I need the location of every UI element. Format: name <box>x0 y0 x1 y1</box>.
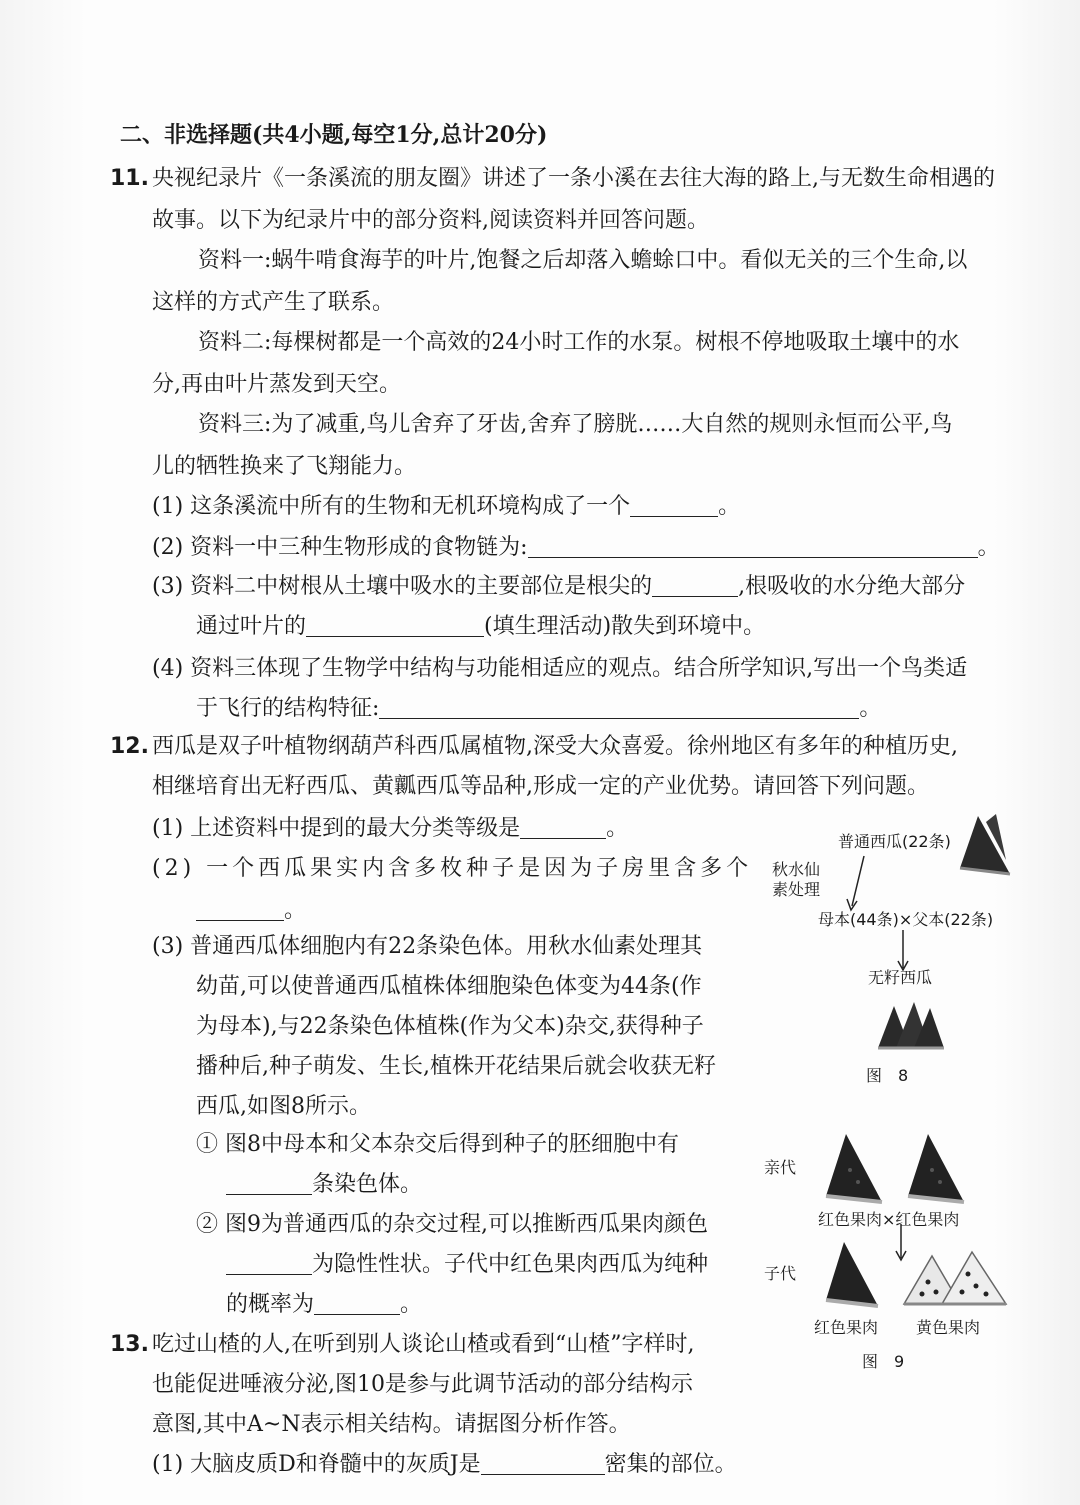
q12-part1 <box>152 814 628 844</box>
section-title: 二、非选择题(共4小题,每空1分,总计20分) <box>120 122 548 148</box>
q11-part2 <box>152 533 1000 563</box>
q11-material2-line2: 分,再由叶片蒸发到天空。 <box>152 372 401 397</box>
q12-part2-line2 <box>196 896 306 926</box>
q12-part2-blank[interactable] <box>196 898 284 921</box>
q12-part3-line1: (3) 普通西瓜体细胞内有22条染色体。用秋水仙素处理其 <box>152 934 703 959</box>
q12-sub2-blank2[interactable] <box>314 1292 400 1315</box>
q11-part1-blank[interactable] <box>630 494 718 517</box>
q11-part2-text: (2) 资料一中三种生物形成的食物链为: <box>152 535 528 560</box>
figure-9 <box>760 1128 1040 1378</box>
q11-part4-end: 。 <box>859 696 882 721</box>
q11-part2-end: 。 <box>977 535 1000 560</box>
red-watermelon-slice-icon <box>822 1238 882 1310</box>
q12-part2-end: 。 <box>284 898 307 923</box>
fig8-side-label-2: 素处理 <box>772 880 821 899</box>
q12-sub2-blank1[interactable] <box>226 1252 312 1275</box>
q12-sub2-line3 <box>226 1290 422 1320</box>
q13-part1 <box>152 1450 737 1480</box>
q12-part3-line4: 播种后,种子萌发、生长,植株开花结果后就会收获无籽 <box>196 1054 716 1079</box>
q11-part3-line2 <box>196 612 765 642</box>
q12-sub1-blank[interactable] <box>226 1172 312 1195</box>
q13-number: 13. <box>110 1332 149 1357</box>
q12-number: 12. <box>110 734 149 759</box>
q11-stem-line1: 央视纪录片《一条溪流的朋友圈》讲述了一条小溪在去往大海的路上,与无数生命相遇的 <box>152 166 995 191</box>
fig8-side-label-1: 秋水仙 <box>772 860 821 879</box>
q12-sub2-text: 为隐性性状。子代中红色果肉西瓜为纯种 <box>312 1252 709 1277</box>
q11-part1-text: (1) 这条溪流中所有的生物和无机环境构成了一个 <box>152 494 631 519</box>
q11-part3-text-b: ,根吸收的水分绝大部分 <box>738 574 966 599</box>
q12-sub1-text: 条染色体。 <box>312 1172 423 1197</box>
fig8-top-label: 普通西瓜(22条) <box>838 832 951 851</box>
red-watermelon-slice-icon <box>904 1130 968 1206</box>
q11-part4-text: 于飞行的结构特征: <box>196 696 380 721</box>
q11-part4-line1: (4) 资料三体现了生物学中结构与功能相适应的观点。结合所学知识,写出一个鸟类适 <box>152 656 968 681</box>
red-watermelon-slice-icon <box>822 1130 886 1206</box>
q11-part3-text-a: (3) 资料二中树根从土壤中吸水的主要部位是根尖的 <box>152 574 653 599</box>
fig9-parent-cross: 红色果肉×红色果肉 <box>818 1210 960 1229</box>
q11-part3-blank2[interactable] <box>306 614 484 637</box>
q12-part3-line2: 幼苗,可以使普通西瓜植株体细胞染色体变为44条(作 <box>196 974 702 999</box>
q13-stem-line2: 也能促进唾液分泌,图10是参与此调节活动的部分结构示 <box>152 1372 693 1397</box>
watermelon-slice-icon <box>956 812 1012 878</box>
q12-sub1-line1: ① 图8中母本和父本杂交后得到种子的胚细胞中有 <box>196 1132 679 1157</box>
yellow-watermelon-icon <box>902 1248 1012 1310</box>
arrow-down-icon <box>896 928 910 972</box>
q12-stem-line2: 相继培育出无籽西瓜、黄瓤西瓜等品种,形成一定的产业优势。请回答下列问题。 <box>152 774 929 799</box>
q12-sub1-line2 <box>226 1170 422 1200</box>
fig9-caption: 图 9 <box>862 1352 905 1371</box>
q13-stem-line3: 意图,其中A~N表示相关结构。请据图分析作答。 <box>152 1412 631 1437</box>
fig9-child-label: 子代 <box>764 1264 797 1283</box>
q12-stem-line1: 西瓜是双子叶植物纲葫芦科西瓜属植物,深受大众喜爱。徐州地区有多年的种植历史, <box>152 734 958 759</box>
fig9-child-red: 红色果肉 <box>814 1318 879 1337</box>
q11-material1-line2: 这样的方式产生了联系。 <box>152 290 395 315</box>
q12-sub2-end: 。 <box>400 1292 423 1317</box>
q11-part2-blank[interactable] <box>528 535 978 558</box>
q13-part1-text-b: 密集的部位。 <box>604 1452 737 1477</box>
fig9-parent-label: 亲代 <box>764 1158 797 1177</box>
fig8-result-label: 无籽西瓜 <box>868 968 933 987</box>
q11-part4-blank[interactable] <box>379 696 859 719</box>
fig8-cross-label: 母本(44条)×父本(22条) <box>818 910 994 929</box>
q11-stem-line2: 故事。以下为纪录片中的部分资料,阅读资料并回答问题。 <box>152 208 709 233</box>
q11-material2-line1: 资料二:每棵树都是一个高效的24小时工作的水泵。树根不停地吸取土壤中的水 <box>198 330 960 355</box>
q12-sub2-line2 <box>226 1250 708 1280</box>
q11-part3-text-c: 通过叶片的 <box>196 614 307 639</box>
q11-material3-line1: 资料三:为了减重,鸟儿舍弃了牙齿,舍弃了膀胱……大自然的规则永恒而公平,鸟 <box>198 412 953 437</box>
q12-sub2-line1: ② 图9为普通西瓜的杂交过程,可以推断西瓜果肉颜色 <box>196 1212 708 1237</box>
q12-sub2-text-b: 的概率为 <box>226 1292 315 1317</box>
q13-part1-blank[interactable] <box>481 1452 605 1475</box>
q12-part3-line3: 为母本),与22条染色体植株(作为父本)杂交,获得种子 <box>196 1014 704 1039</box>
q12-part2-line1: (2) 一个西瓜果实内含多枚种子是因为子房里含多个 <box>152 856 753 881</box>
q13-part1-text: (1) 大脑皮质D和脊髓中的灰质J是 <box>152 1452 481 1477</box>
q11-part1 <box>152 492 740 522</box>
q11-material3-line2: 儿的牺牲换来了飞翔能力。 <box>152 454 417 479</box>
q11-part4-line2 <box>196 694 881 724</box>
q13-stem-line1: 吃过山楂的人,在听到别人谈论山楂或看到“山楂”字样时, <box>152 1332 695 1357</box>
fig8-caption: 图 8 <box>866 1066 909 1085</box>
q11-part1-end: 。 <box>718 494 741 519</box>
q11-part3-blank1[interactable] <box>652 574 738 597</box>
q12-part3-line5: 西瓜,如图8所示。 <box>196 1094 371 1119</box>
seedless-watermelon-icon <box>876 998 946 1052</box>
q11-number: 11. <box>110 166 149 191</box>
q12-part1-blank[interactable] <box>520 816 606 839</box>
fig9-child-yellow: 黄色果肉 <box>916 1318 981 1337</box>
figure-8 <box>760 810 1040 1100</box>
q11-material1-line1: 资料一:蜗牛啃食海芋的叶片,饱餐之后却落入蟾蜍口中。看似无关的三个生命,以 <box>198 248 968 273</box>
q11-part3-line1 <box>152 572 965 602</box>
q12-part1-end: 。 <box>606 816 629 841</box>
arrow-down-left-icon <box>842 854 872 914</box>
q11-part3-text-d: (填生理活动)散失到环境中。 <box>484 614 766 639</box>
q12-part1-text: (1) 上述资料中提到的最大分类等级是 <box>152 816 521 841</box>
